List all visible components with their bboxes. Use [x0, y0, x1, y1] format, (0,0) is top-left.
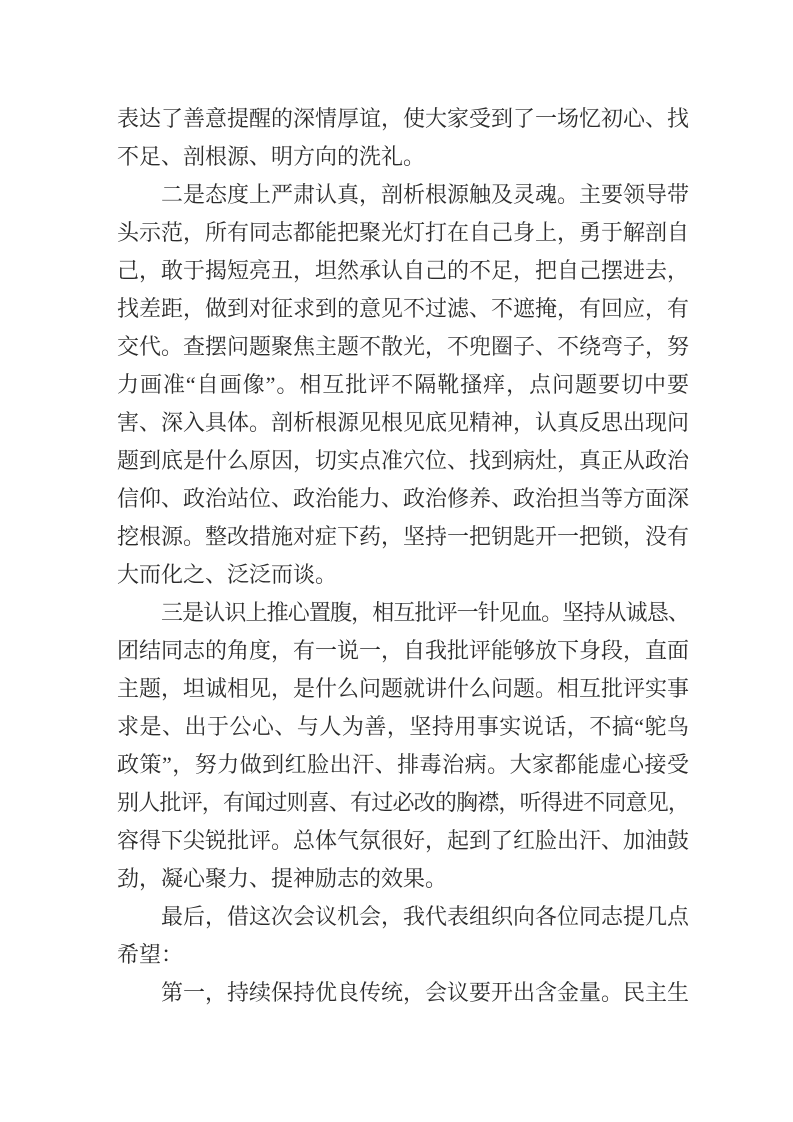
text-line: 己，敢于揭短亮丑，坦然承认自己的不足，把自己摆进去， — [117, 258, 690, 283]
text-line: 别人批评，有闻过则喜、有过必改的胸襟，听得进不同意见， — [117, 790, 689, 815]
text-line: 挖根源。整改措施对症下药，坚持一把钥匙开一把锁，没有 — [117, 524, 690, 549]
text-line: 力画准“自画像”。相互批评不隔靴搔痒，点问题要切中要 — [117, 372, 689, 397]
text-line: 第一，持续保持优良传统，会议要开出含金量。民主生 — [161, 980, 690, 1005]
text-line: 大而化之、泛泛而谈。 — [117, 562, 338, 587]
text-line: 政策”，努力做到红脸出汗、排毒治病。大家都能虚心接受 — [117, 752, 689, 777]
paragraph — [117, 176, 689, 594]
text-line: 题到底是什么原因，切实点准穴位、找到病灶，真正从政治 — [117, 448, 690, 473]
paragraph — [117, 898, 689, 974]
text-line: 三是认识上推心置腹，相互批评一针见血。坚持从诚恳、 — [161, 600, 689, 625]
text-line: 害、深入具体。剖析根源见根见底见精神，认真反思出现问 — [117, 410, 690, 435]
paragraph — [117, 974, 689, 1012]
text-line: 求是、出于公心、与人为善，坚持用事实说话，不搞“鸵鸟 — [117, 714, 689, 739]
text-line: 二是态度上严肃认真，剖析根源触及灵魂。主要领导带 — [161, 182, 690, 207]
text-line: 主题，坦诚相见，是什么问题就讲什么问题。相互批评实事 — [117, 676, 690, 701]
text-line: 信仰、政治站位、政治能力、政治修养、政治担当等方面深 — [117, 486, 690, 511]
text-line: 希望： — [117, 942, 184, 967]
text-line: 最后，借这次会议机会，我代表组织向各位同志提几点 — [161, 904, 690, 929]
paragraph — [117, 100, 689, 176]
page-text-block — [117, 100, 689, 1012]
text-line: 表达了善意提醒的深情厚谊，使大家受到了一场忆初心、找 — [117, 106, 690, 131]
paragraph — [117, 594, 689, 898]
text-line: 找差距，做到对征求到的意见不过滤、不遮掩，有回应，有 — [117, 296, 690, 321]
text-line: 劲，凝心聚力、提神励志的效果。 — [117, 866, 448, 891]
text-line: 容得下尖锐批评。总体气氛很好，起到了红脸出汗、加油鼓 — [117, 828, 690, 853]
text-line: 不足、剖根源、明方向的洗礼。 — [117, 144, 426, 169]
text-line: 交代。查摆问题聚焦主题不散光，不兜圈子、不绕弯子，努 — [117, 334, 690, 359]
text-line: 头示范，所有同志都能把聚光灯打在自己身上，勇于解剖自 — [117, 220, 690, 245]
text-line: 团结同志的角度，有一说一，自我批评能够放下身段，直面 — [117, 638, 690, 663]
